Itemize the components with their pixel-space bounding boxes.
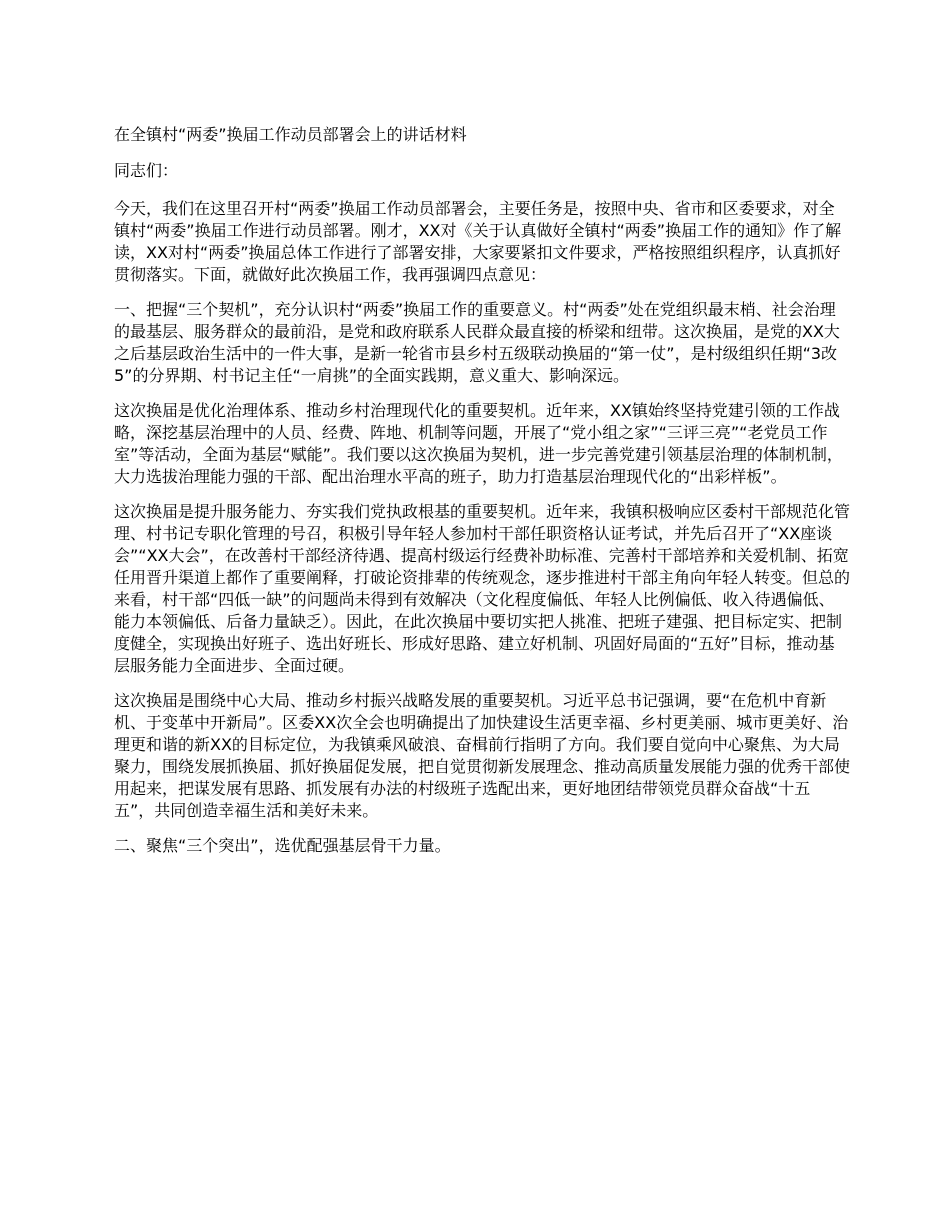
paragraph-intro: 今天，我们在这里召开村“两委”换届工作动员部署会，主要任务是，按照中央、省市和区委要求，对全镇村“两委”换届工作进行动员部署。刚才，XX对《关于认真做好全镇村“两委”换届工作的通知》作了解读，XX对村“两委”换届总体工作进行了部署安排，大家要紧扣文件要求，严格按照组织程序，认真抓好贯彻落实。下面，就做好此次换届工作，我再强调四点意见：: [114, 199, 842, 284]
paragraph-revitalization-opportunity: 这次换届是围绕中心大局、推动乡村振兴战略发展的重要契机。习近平总书记强调，要“在危机中育新机、于变革中开新局”。区委XX次全会也明确提出了加快建设生活更幸福、乡村更美丽、城市更美好、治理更和谐的新XX的目标定位，为我镇乘风破浪、奋楫前行指明了方向。我们要自觉向中心聚焦、为大局聚力，围绕发展抓换届、抓好换届促发展，把自觉贯彻新发展理念、推动高质量发展能力强的优秀干部使用起来，把谋发展有思路、抓发展有办法的村级班子选配出来，更好地团结带领党员群众奋战“十五五”，共同创造幸福生活和美好未来。: [114, 691, 851, 820]
paragraph-section-two-heading: 二、聚焦“三个突出”，选优配强基层骨干力量。: [114, 836, 451, 855]
paragraph-governance-opportunity: 这次换届是优化治理体系、推动乡村治理现代化的重要契机。近年来，XX镇始终坚持党建引领的工作战略，深挖基层治理中的人员、经费、阵地、机制等问题，开展了“党小组之家”“三评三亮”“老党员工作室”等活动，全面为基层“赋能”。我们要以这次换届为契机，进一步完善党建引领基层治理的体制机制，大力选拔治理能力强的干部、配出治理水平高的班子，助力打造基层治理现代化的“出彩样板”。: [114, 401, 843, 486]
document-body: [114, 124, 850, 870]
salutation: 同志们：: [114, 161, 179, 180]
paragraph-section-one-heading: 一、把握“三个契机”，充分认识村“两委”换届工作的重要意义。村“两委”处在党组织最末梢、社会治理的最基层、服务群众的最前沿，是党和政府联系人民群众最直接的桥梁和纽带。这次换届，是党的XX大之后基层政治生活中的一件大事，是新一轮省市县乡村五级联动换届的“第一仗”，是村级组织任期“3改5”的分界期、村书记主任“一肩挑”的全面实践期，意义重大、影响深远。: [114, 300, 840, 385]
paragraph-service-opportunity: 这次换届是提升服务能力、夯实我们党执政根基的重要契机。近年来，我镇积极响应区委村干部规范化管理、村书记专职化管理的号召，积极引导年轻人参加村干部任职资格认证考试，并先后召开了“XX座谈会”“XX大会”，在改善村干部经济待遇、提高村级运行经费补助标准、完善村干部培养和关爱机制、拓宽任用晋升渠道上都作了重要阐释，打破论资排辈的传统观念，逐步推进村干部主角向年轻人转变。但总的来看，村干部“四低一缺”的问题尚未得到有效解决（文化程度偏低、年轻人比例偏低、收入待遇偏低、能力本领偏低、后备力量缺乏）。因此，在此次换届中要切实把人挑准、把班子建强、把目标定实、把制度健全，实现换出好班子、选出好班长、形成好思路、建立好机制、巩固好局面的“五好”目标，推动基层服务能力全面进步、全面过硬。: [114, 502, 851, 675]
document-title: 在全镇村“两委”换届工作动员部署会上的讲话材料: [114, 125, 467, 144]
